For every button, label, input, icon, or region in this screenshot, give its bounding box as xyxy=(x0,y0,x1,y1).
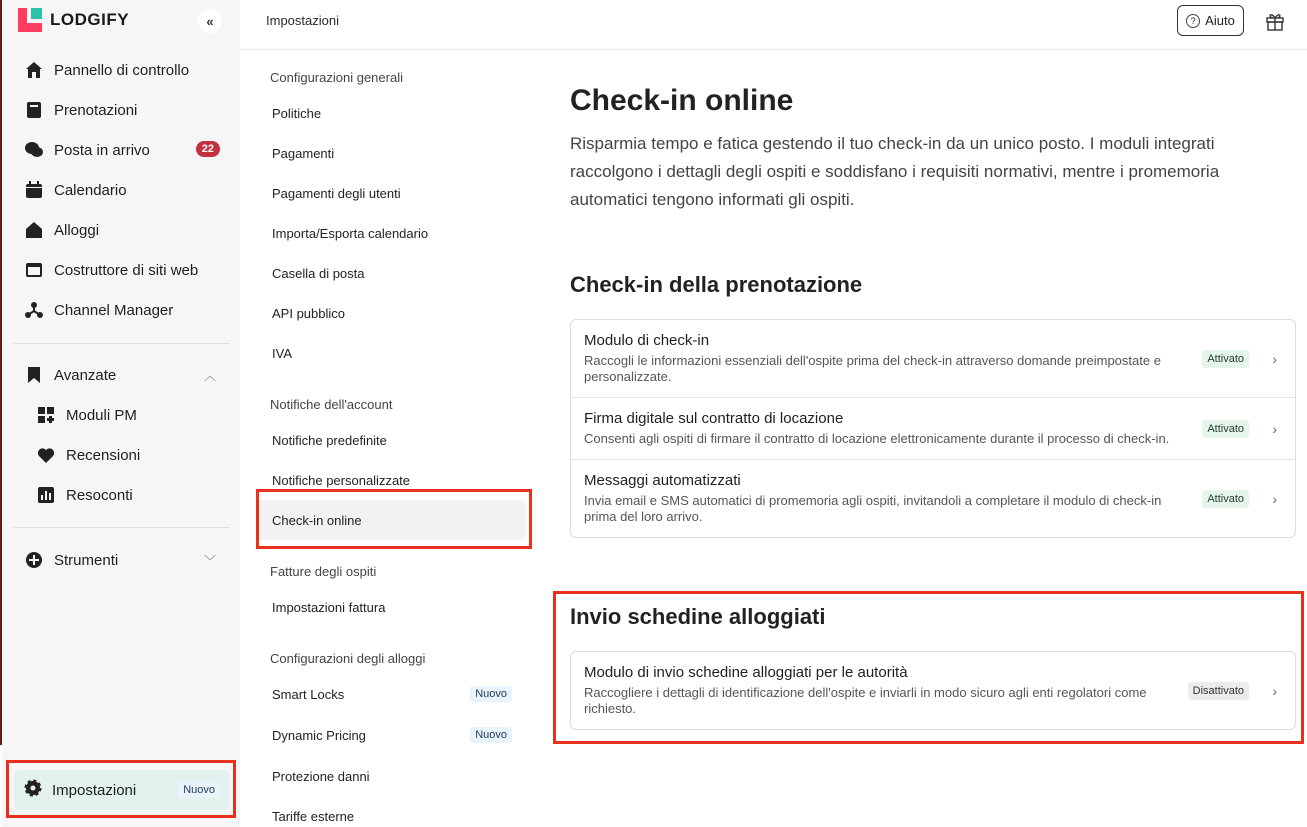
setting-row-authorities-form[interactable] xyxy=(571,652,1295,729)
sidebar-item-label: Alloggi xyxy=(54,221,100,239)
plus-circle-icon xyxy=(24,550,44,570)
section-header: Notifiche dell'account xyxy=(270,397,393,412)
page-title: Check-in online xyxy=(570,84,794,117)
sidebar-item-label: Costruttore di siti web xyxy=(54,261,199,279)
sidebar xyxy=(2,0,240,827)
sidebar-item-label: Resoconti xyxy=(66,486,133,504)
help-button[interactable] xyxy=(1177,5,1244,36)
status-badge: Attivato xyxy=(1202,420,1249,438)
settings-subnav xyxy=(240,50,540,827)
book-icon xyxy=(24,100,44,120)
sidebar-divider xyxy=(14,343,230,344)
setting-row-checkin-form[interactable] xyxy=(571,320,1295,398)
gear-icon xyxy=(24,779,42,801)
setting-description: Invia email e SMS automatici di promemoria agli ospiti, invitandoli a completare il modulo di check-in prima del loro arrivo. xyxy=(584,493,1162,524)
sidebar-item-website-builder[interactable] xyxy=(14,252,230,288)
guest-registration-card xyxy=(570,651,1296,730)
chevron-up-icon: ︿ xyxy=(203,369,216,383)
subnav-item-invoice-settings[interactable]: Impostazioni fattura xyxy=(272,599,386,615)
setting-description: Raccogliere i dettagli di identificazione dell'ospite e inviarli in modo sicuro agli enti regolatori come richiesto. xyxy=(584,685,1147,716)
subnav-item-label: Smart Locks xyxy=(272,686,345,702)
sidebar-item-calendar[interactable] xyxy=(14,172,230,208)
page-intro: Risparmia tempo e fatica gestendo il tuo check-in da un unico posto. I moduli integrati raccolgono i dettagli degli ospiti e soddisfano i requisiti normativi, mentre i promemoria automatici tengono informati gli ospiti. xyxy=(570,134,1220,209)
browser-icon xyxy=(24,260,44,280)
sidebar-item-properties[interactable] xyxy=(14,212,230,248)
subnav-item-label: Dynamic Pricing xyxy=(272,727,366,743)
new-badge: Nuovo xyxy=(470,686,512,702)
sidebar-item-dashboard[interactable] xyxy=(14,52,230,88)
sidebar-item-label: Impostazioni xyxy=(52,781,137,799)
sidebar-item-channel-manager[interactable] xyxy=(14,292,230,328)
heart-icon xyxy=(36,445,56,465)
logo-text: LODGIFY xyxy=(50,10,130,29)
sidebar-item-bookings[interactable] xyxy=(14,92,230,128)
sidebar-item-label: Moduli PM xyxy=(66,406,137,424)
section-header: Fatture degli ospiti xyxy=(270,564,377,579)
subnav-item-dynamic-pricing[interactable] xyxy=(256,715,526,755)
sidebar-item-pm-modules[interactable] xyxy=(14,397,230,433)
sidebar-item-label: Pannello di controllo xyxy=(54,61,190,79)
setting-title: Messaggi automatizzati xyxy=(584,472,741,489)
new-badge: Nuovo xyxy=(470,727,512,743)
bookmark-icon xyxy=(24,365,44,385)
section-header: Configurazioni degli alloggi xyxy=(270,651,426,666)
setting-description: Consenti agli ospiti di firmare il contratto di locazione elettronicamente durante il processo di check-in. xyxy=(584,431,1170,446)
question-icon: ? xyxy=(1186,14,1200,28)
setting-title: Firma digitale sul contratto di locazione xyxy=(584,410,844,427)
network-icon xyxy=(24,300,44,320)
top-bar xyxy=(240,0,1307,50)
sidebar-item-inbox[interactable] xyxy=(14,132,230,168)
sidebar-item-label: Strumenti xyxy=(54,551,119,569)
status-badge: Attivato xyxy=(1202,490,1249,508)
chevron-right-icon: › xyxy=(1272,490,1277,507)
logo[interactable] xyxy=(18,8,129,32)
subnav-item-policies[interactable]: Politiche xyxy=(272,105,322,121)
section-title: Invio schedine alloggiati xyxy=(570,604,826,629)
section-header: Configurazioni generali xyxy=(270,70,403,85)
sidebar-item-tools[interactable] xyxy=(14,542,230,578)
subnav-item-damage-protection[interactable]: Protezione danni xyxy=(272,768,370,784)
unread-count-badge: 22 xyxy=(196,141,220,157)
status-badge: Disattivato xyxy=(1188,682,1249,700)
sidebar-item-settings[interactable] xyxy=(14,770,230,810)
subnav-item-user-payments[interactable]: Pagamenti degli utenti xyxy=(272,185,401,201)
sidebar-divider xyxy=(14,527,230,528)
collapse-sidebar-button[interactable]: « xyxy=(198,9,222,33)
sidebar-item-reviews[interactable] xyxy=(14,437,230,473)
chat-icon xyxy=(24,140,44,160)
subnav-item-mailbox[interactable]: Casella di posta xyxy=(272,265,365,281)
sidebar-item-label: Prenotazioni xyxy=(54,101,138,119)
widgets-icon xyxy=(36,405,56,425)
sidebar-item-label: Avanzate xyxy=(54,366,117,384)
sidebar-item-reports[interactable] xyxy=(14,477,230,513)
subnav-item-calendar-sync[interactable]: Importa/Esporta calendario xyxy=(272,225,429,241)
subnav-item-payments[interactable]: Pagamenti xyxy=(272,145,335,161)
chevron-right-icon: › xyxy=(1272,420,1277,437)
status-badge: Attivato xyxy=(1202,350,1249,368)
sidebar-item-label: Channel Manager xyxy=(54,301,174,319)
calendar-icon xyxy=(24,180,44,200)
subnav-item-external-rates[interactable]: Tariffe esterne xyxy=(272,808,355,824)
breadcrumb: Impostazioni xyxy=(266,13,339,28)
new-badge: Nuovo xyxy=(178,782,220,798)
subnav-item-online-checkin[interactable]: Check-in online xyxy=(256,500,526,540)
gift-icon[interactable] xyxy=(1264,10,1286,32)
subnav-item-smart-locks[interactable] xyxy=(256,674,526,714)
house-icon xyxy=(24,220,44,240)
sidebar-item-label: Calendario xyxy=(54,181,127,199)
subnav-item-custom-notifications[interactable]: Notifiche personalizzate xyxy=(272,472,411,488)
setting-row-digital-signature[interactable] xyxy=(571,398,1295,460)
sidebar-item-label: Recensioni xyxy=(66,446,141,464)
subnav-item-default-notifications[interactable]: Notifiche predefinite xyxy=(272,432,387,448)
setting-title: Modulo di check-in xyxy=(584,332,710,349)
subnav-item-public-api[interactable]: API pubblico xyxy=(272,305,345,321)
checkin-settings-card xyxy=(570,319,1296,538)
sidebar-item-label: Posta in arrivo xyxy=(54,141,150,159)
bar-chart-icon xyxy=(36,485,56,505)
lodgify-logo-icon xyxy=(18,8,42,32)
help-label: Aiuto xyxy=(1205,13,1235,28)
home-icon xyxy=(24,60,44,80)
chevron-right-icon: › xyxy=(1272,350,1277,367)
chevron-right-icon: › xyxy=(1272,682,1277,699)
setting-description: Raccogli le informazioni essenziali dell'ospite prima del check-in attraverso domande preimpostate e personalizzate. xyxy=(584,353,1161,384)
setting-title: Modulo di invio schedine alloggiati per le autorità xyxy=(584,664,908,681)
section-title: Check-in della prenotazione xyxy=(570,272,863,297)
subnav-item-vat[interactable]: IVA xyxy=(272,345,292,361)
sidebar-item-advanced[interactable] xyxy=(14,357,230,393)
setting-row-automated-messages[interactable] xyxy=(571,460,1295,537)
chevron-down-icon: ﹀ xyxy=(203,554,216,568)
